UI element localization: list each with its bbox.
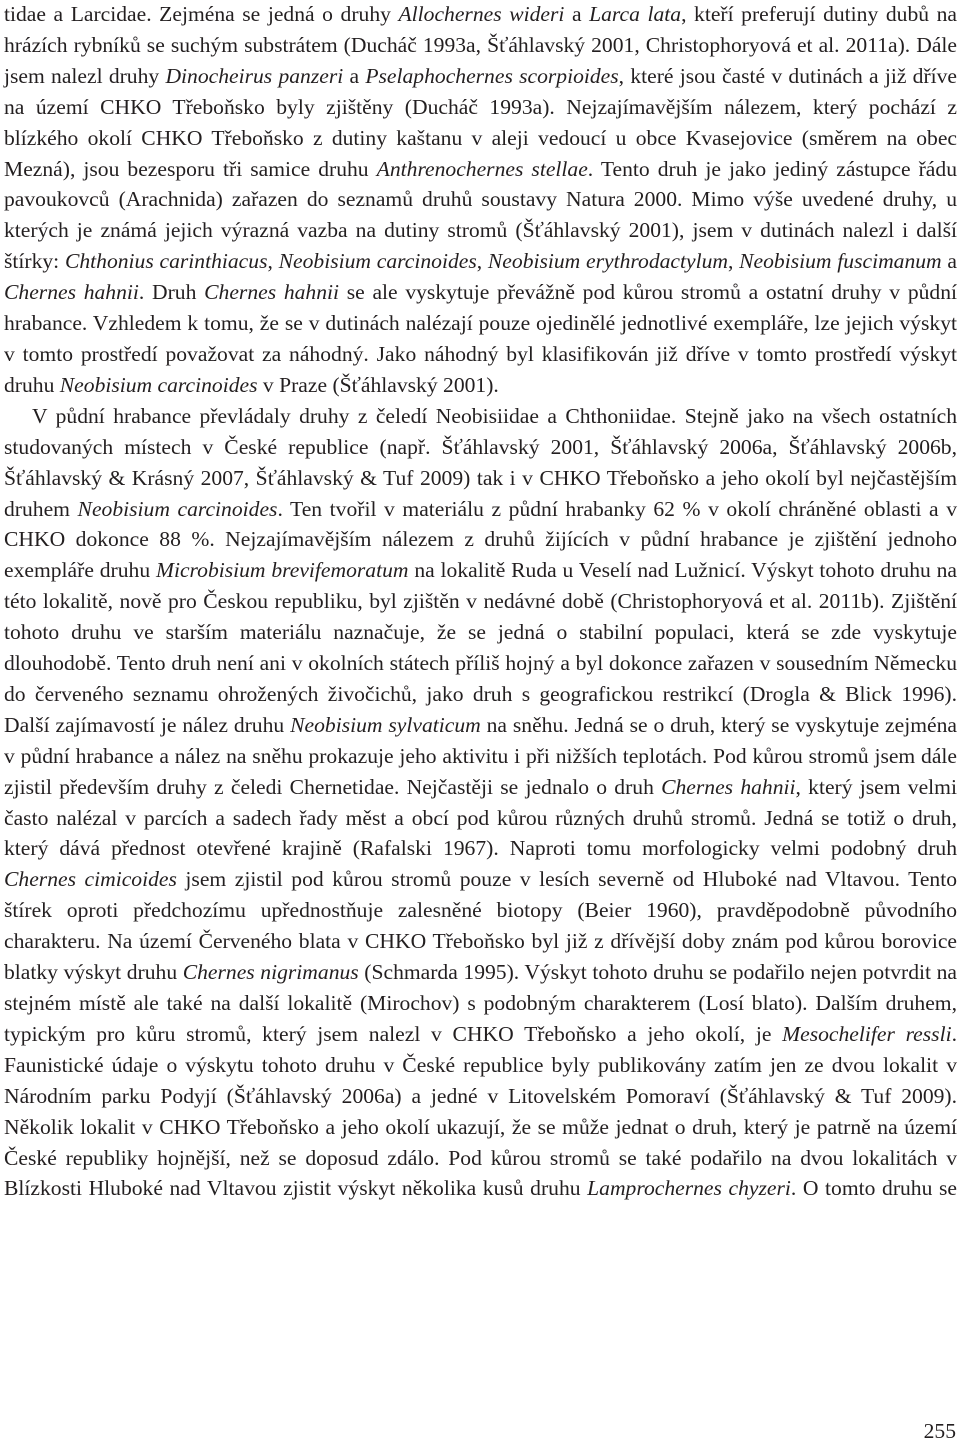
species-name: Microbisium brevifemoratum bbox=[155, 558, 409, 583]
text-run: . Faunistické údaje o výskytu tohoto druhu v České republice byly publikovány zatím jen ze dvou lokalit v Národním parku Podyjí (Šťáhlavský 2006a) a jedné v Litovelském Pomoraví (Šťáhlavský & Tuf 2009). Několik lokalit v CHKO Třeboňsko a jeho okolí ukazují, že se může jednat o druh, který je patrně na území České republiky hojnější, než se doposud zdálo. Pod kůrou stromů se také podařilo na dvou lokalitách v Blízkosti Hluboké nad Vltavou zjistit výskyt několika kusů druhu bbox=[4, 1021, 957, 1201]
text-run: na lokalitě Ruda u Veselí nad Lužnicí. Výskyt tohoto druhu na této lokalitě, nově pro Českou republiku, byl zjištěn v nedávné době (Christophoryová et al. 2011b). Zjištění tohoto druhu ve starším materiálu naznačuje, že se jedná o stabilní populaci, která se zde vyskytuje dlouhodobě. Tento druh není ani v okolních státech příliš hojný a byl dokonce zařazen v sousedním Německu do červeného seznamu ohrožených živočichů, jako druh s geografickou restrikcí (Drogla & Blick 1996). Další zajímavostí je nález druhu bbox=[4, 558, 958, 737]
species-name: Lamprochernes chyzeri bbox=[587, 1176, 791, 1201]
text-run: , bbox=[267, 249, 279, 274]
page-body bbox=[4, 0, 957, 1204]
text-run: . Ten tvořil v materiálu z půdní hrabanky 62 % v okolí chráněné oblasti a v CHKO dokonce 88 %. Nejzajímavějším nálezem z druhů žijících v půdní hrabance je zjištění jednoho exempláře druhu bbox=[4, 496, 957, 583]
text-run: na sněhu. Jedná se o druh, který se vyskytuje zejména v půdní hrabance a nález na sněhu prokazuje jeho aktivitu i při nižších teplotách. Pod kůrou stromů jsem dále zjistil především druhy z čeledi Chernetidae. Nejčastěji se jednalo o druh bbox=[4, 712, 957, 799]
text-run: tidae a Larcidae. Zejména se jedná o druhy bbox=[4, 2, 399, 26]
species-name: Neobisium carcinoides bbox=[77, 496, 278, 521]
species-name: Pselaphochernes scorpioides bbox=[365, 63, 619, 88]
species-name: Chernes hahnii bbox=[661, 774, 796, 799]
species-name: Chthonius carinthiacus bbox=[64, 249, 268, 274]
text-run: , které jsou časté v dutinách a již dříve na území CHKO Třeboňsko byly zjištěny (Ducháč 1993a). Nejzajímavějším nálezem, který pochází z blízkého okolí CHKO Třeboňsko z dutiny kaštanu v aleji vedoucí u obce Kvasejovice (směrem na obec Mezná), jsou bezesporu tři samice druhu bbox=[4, 63, 958, 181]
text-run: , bbox=[476, 249, 488, 274]
text-run: , kteří preferují dutiny dubů na hrázích rybníků se suchým substrátem (Ducháč 1993a, Šťáhlavský 2001, Christophoryová et al. 2011a). Dále jsem nalezl druhy bbox=[4, 2, 957, 88]
species-name: Larca lata bbox=[589, 2, 682, 26]
paragraph-1 bbox=[4, 0, 957, 401]
species-name: Chernes hahnii bbox=[204, 280, 340, 305]
species-name: Chernes nigrimanus bbox=[182, 960, 359, 985]
text-run: , bbox=[727, 249, 740, 274]
species-name: Neobisium sylvaticum bbox=[290, 712, 481, 737]
text-run: . Tento druh je jako jediný zástupce řádu pavoukovců (Arachnida) zařazen do seznamů druhů soustavy Natura 2000. Mimo výše uvedené druhy, u kterých je známá jejich výrazná vazba na dutiny stromů (Šťáhlavský 2001), jsem v dutinách nalezl i další štírky: bbox=[4, 156, 957, 274]
species-name: Allochernes wideri bbox=[398, 2, 565, 26]
page-number: 255 bbox=[923, 1419, 956, 1443]
species-name: Mesochelifer ressli bbox=[782, 1021, 952, 1046]
species-name: Neobisium fuscimanum bbox=[739, 249, 942, 274]
species-name: Chernes hahnii bbox=[4, 280, 139, 305]
species-name: Neobisium carcinoides bbox=[278, 249, 477, 274]
text-run: v Praze (Šťáhlavský 2001). bbox=[257, 372, 499, 397]
text-run: se ale vyskytuje převážně pod kůrou stromů a ostatní druhy v půdní hrabance. Vzhledem k tomu, že se v dutinách nalézají pouze ojedinělé jednotlivé exempláře, lze jejich výskyt v tomto prostředí považovat za náhodný. Jako náhodný byl klasifikován již dříve v tomto prostředí výskyt druhu bbox=[4, 280, 958, 397]
paragraph-2 bbox=[4, 401, 957, 1205]
species-name: Neobisium carcinoides bbox=[59, 372, 258, 397]
text-run: a bbox=[343, 63, 366, 88]
text-run: a bbox=[941, 249, 958, 274]
species-name: Neobisium erythrodactylum bbox=[487, 249, 728, 274]
text-run: , který jsem velmi často nalézal v parcích a sadech řady měst a obcí pod kůrou různých druhů stromů. Jedná se totiž o druh, který dává přednost otevřené krajině (Rafalski 1967). Naproti tomu morfologicky velmi podobný druh bbox=[4, 774, 957, 861]
species-name: Chernes cimicoides bbox=[4, 867, 177, 892]
text-run: a bbox=[564, 2, 590, 26]
text-run: . Druh bbox=[138, 280, 205, 305]
text-run: V půdní hrabance převládaly druhy z čeledí Neobisiidae a Chthoniidae. Stejně jako na všech ostatních studovaných místech v České republice (např. Šťáhlavský 2001, Šťáhlavský 2006a, Šťáhlavský 2006b, Šťáhlavský & Krásný 2007, Šťáhlavský & Tuf 2009) tak i v CHKO Třeboňsko a jeho okolí byl nejčastějším druhem bbox=[4, 403, 957, 521]
species-name: Anthrenochernes stellae bbox=[376, 156, 588, 181]
species-name: Dinocheirus panzeri bbox=[165, 63, 344, 88]
text-run: . O tomto druhu se bbox=[790, 1176, 957, 1201]
text-run: jsem zjistil pod kůrou stromů pouze v lesích severně od Hluboké nad Vltavou. Tento štírek oproti předchozímu upřednostňuje zalesněné biotopy (Beier 1960), pravděpodobně původního charakteru. Na území Červeného blata v CHKO Třeboňsko byl již z dřívější doby znám pod kůrou borovice blatky výskyt druhu bbox=[4, 867, 957, 985]
text-run: (Schmarda 1995). Výskyt tohoto druhu se podařilo nejen potvrdit na stejném místě ale také na další lokalitě (Mirochov) s podobným charakterem (Losí blato). Dalším druhem, typickým pro kůru stromů, který jsem nalezl v CHKO Třeboňsko a jeho okolí, je bbox=[4, 960, 957, 1046]
